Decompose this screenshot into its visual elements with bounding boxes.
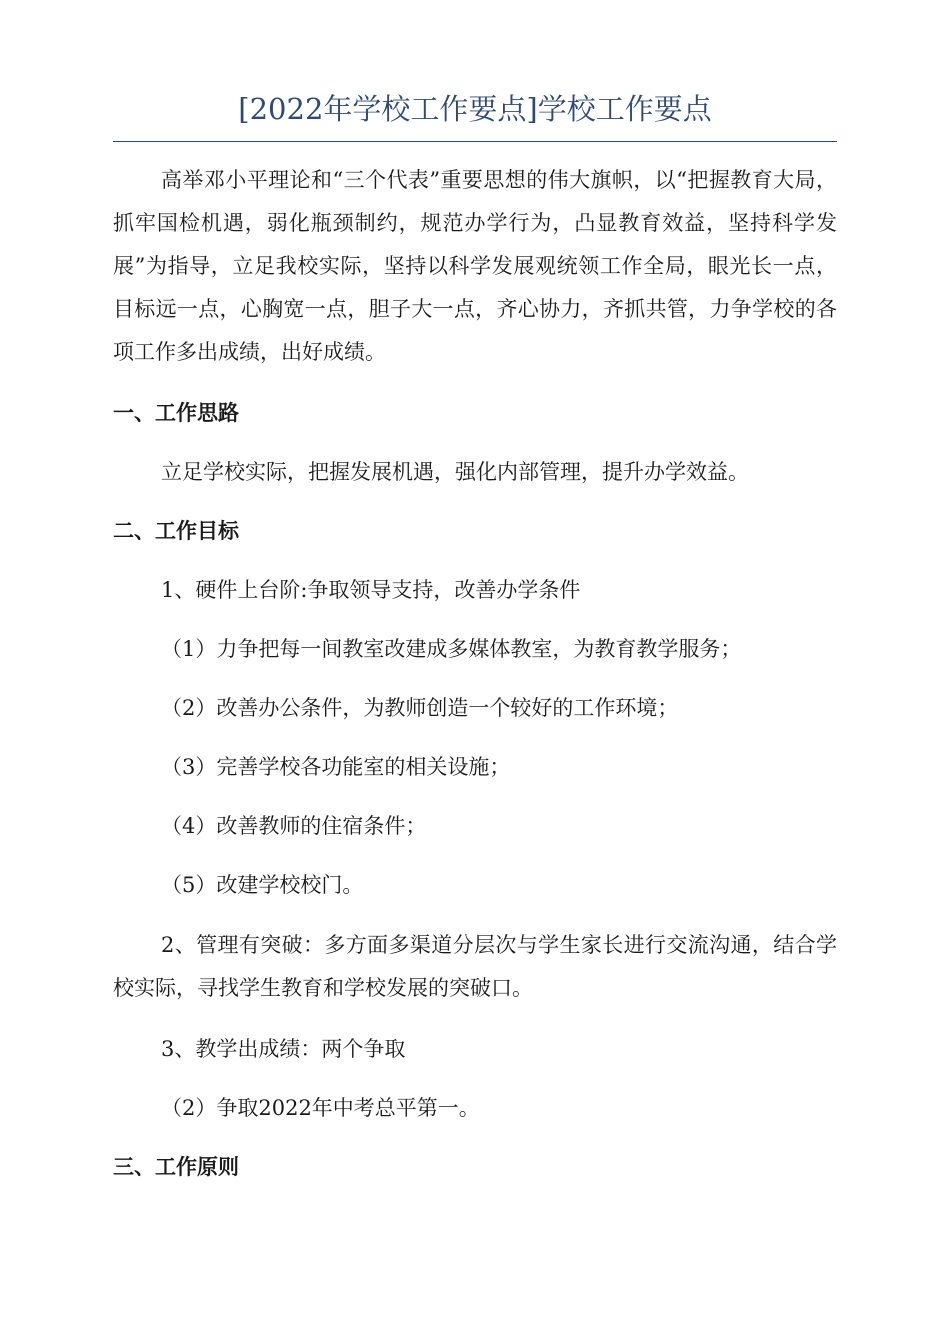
ideas-paragraph: 立足学校实际，把握发展机遇，强化内部管理，提升办学效益。 [161, 460, 749, 484]
list-item: （1）力争把每一间教室改建成多媒体教室，为教育教学服务； [161, 637, 742, 661]
list-item: （3）完善学校各功能室的相关设施； [161, 755, 511, 779]
list-item: （5）改建学校校门。 [161, 873, 364, 897]
goal-teaching: 3、教学出成绩：两个争取 [161, 1037, 406, 1061]
goal-hardware: 1、硬件上台阶:争取领导支持，改善办学条件 [161, 578, 581, 602]
list-item: （2）争取2022年中考总平第一。 [161, 1096, 480, 1120]
list-item: （2）改善办公条件，为教师创造一个较好的工作环境； [161, 696, 679, 720]
goal-management: 2、管理有突破：多方面多渠道分层次与学生家长进行交流沟通，结合学校实际，寻找学生教育和学校发展的突破口。 [113, 933, 837, 1000]
list-item: （4）改善教师的住宿条件； [161, 814, 427, 838]
intro-paragraph: 高举邓小平理论和“三个代表”重要思想的伟大旗帜，以“把握教育大局，抓牢国检机遇，弱化瓶颈制约，规范办学行为，凸显教育效益，坚持科学发展”为指导，立足我校实际，坚持以科学发展观统领工作全局，眼光长一点，目标远一点，心胸宽一点，胆子大一点，齐心协力，齐抓共管，力争学校的各项工作多出成绩，出好成绩。 [113, 168, 837, 364]
section-heading-ideas: 一、工作思路 [113, 401, 239, 425]
document-title: [2022年学校工作要点]学校工作要点 [238, 92, 712, 126]
section-heading-goals: 二、工作目标 [113, 519, 239, 543]
section-heading-principles: 三、工作原则 [113, 1155, 239, 1179]
title-divider [113, 141, 837, 142]
